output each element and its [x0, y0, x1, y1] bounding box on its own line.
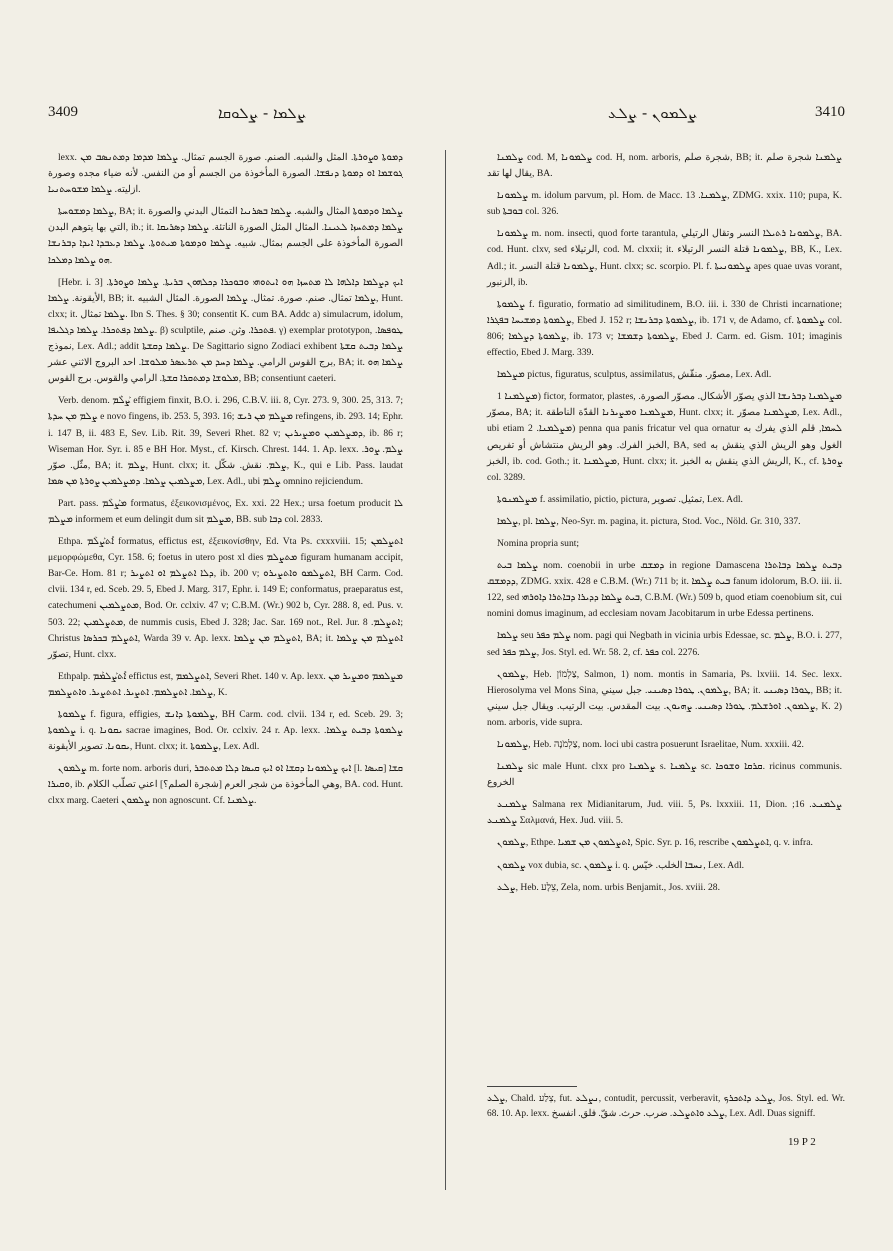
entry-paragraph: ܨܠܡܘܢܐ m. idolum parvum, pl. Hom. de Macc. ܨܠܡܢܐ. 13, ZDMG. xxix. 110; pupa, K. sub ܒܘܒܬܐ col. 326. [487, 190, 842, 218]
page-number-right: 3410 [815, 104, 845, 120]
footnote-entry: ܨܠܥ, Chald. צְלַע, fut. ܢܨܠܥ, contudit, percussit, verberavit, ܨܠܥ ܕܐܬܟܪܟ, Jos. Styl. ed. Wr. 68. 10. Ap. lexx. ܨܠܥ ܘܐܬܨܠܥ. ضرب. حرث. شقّ. فلق. انفسخ, Lex. Adl. Duas signiff. [487, 1094, 845, 1119]
entry-paragraph: ܨܠܡܘܬܐ f. figuratio, formatio ad similitudinem, B.O. iii. i. 330 de Christi incarnatione; ܨܠܡܘܬܐ ܕܡܫܝܚܐ ܒܦܓܪܐ, Ebed J. 152 r; ܨܠܡܘܬܐ ܕܒܪܢܫܐ, ib. 171 v, de Adamo, cf. ܨܠܡܘܬܐ col. 806; ܨܠܡܘܬܐ ܕܨܠܡܐ, ib. 173 v; ܨܠܡܘܬܐ ܕܫܡܫܐ, Ebed J. Carm. ed. Gism. 101; imaginis effectio, Ebed J. Marg. 339. [487, 298, 842, 359]
entry-paragraph: Ethpalp. ܐܶܬܨܰܠܡܰܡ effictus est, ܐܬܨܠܡܡ, Severi Rhet. 140 v. Ap. lexx. ܡܨܠܡܡ ܘܡܨܝܪ ܡܢ ܨܠܡܐ. ܐܬܨܠܡܡ. ܐܬܨܝܪ. ܐܬܬܨܝܪ. ܘܐܬܨܠܡܡ, K. [48, 670, 403, 698]
running-head-left: ܨܠܡܐ - ܨܠܘܩܐ [218, 104, 307, 122]
entry-paragraph: Part. pass. ܡܨܰܠܰܡ formatus, ἐξεικονισμένος, Ex. xxi. 22 Hex.; ursa foetum producit ܠܐ ܡܨܠܡ informem et eum delingit dum sit ܡܨܠܡ, BB. sub ܕܒܐ col. 2833. [48, 497, 403, 525]
entry-paragraph: ܨܠܡܢܐ sic male Hunt. clxx pro ܨܠܡܢܐ s. ܨܠܡܢܐ sc. ܩܪܩܐ ܘܫܘܟܐ. ricinus communis. الخروع [487, 761, 842, 789]
entry-paragraph: ܨܠܡܘܢ vox dubia, sc. ܨܠܡܘܢ i. q. ܢܚܒܐ الخلب. خيّس, Lex. Adl. [497, 859, 745, 871]
footnote-divider [487, 1086, 577, 1087]
page-header [48, 104, 845, 130]
entry-paragraph: ܡܨܠܡܢܘܬܐ f. assimilatio, pictio, pictura, تمثيل. تصوير, Lex. Adl. [497, 493, 743, 505]
entry-paragraph: ܨܠܡܐ ܒܝܬ nom. coenobii in urbe ܕܡܫܩ in regione Damascena ܕܒܝܬ ܨܠܡܐ ܕܒܐܬܪܐ ܕܕܡܫܩ, ZDMG. xxix. 428 e C.B.M. (Wr.) 711 b; it. ܒܝܬ ܨܠܡܐ fanum idolorum, B.O. iii. ii. 122, sed ܒܝܬ ܨܠܡܐ ܕܕܝܪܐ ܕܒܐܬܪܐ ܕܐܘܪܗܝ, C.B.M. (Wr.) 509 b, quod etiam coenobium sit, cui nomini domus imaginum, ad ecclesiam novam Jacobitarum in urbe Edessa pertinens. [487, 560, 843, 620]
entry-paragraph: ܨܠܡܘܬܐ f. figura, effigies, ܨܠܡܘܬܐ ܕܐܢܫ, BH Carm. cod. clvii. 134 r, ed. Sceb. 29. 3; ܨܠܡܘܬܐ i. q. ܝܩܘܢܐ sacrae imagines, Bod. Or. cclxiv. 24 r. Ap. lexx. ܨܠܡܘܬܐ ܕܒܝܬ ܨܠܡܐ. ܝܩܘܢܐ. تصوير الأيقونة, Hunt. clxx; it. ܨܠܡܘܬܐ, Lex. Adl. [48, 709, 403, 753]
entry-paragraph: ܡܨܠܡܐ pictus, figuratus, sculptus, assimilatus, مصوّر. منقّش, Lex. Adl. [497, 369, 772, 381]
entry-paragraph: Ethpa. ܐܶܬܨܰܠܰܡ formatus, effictus est, ἐξεικονίσθην, Ed. Vta Ps. cxxxviii. 15; ܐܬܨܠܡܢ μεμορφώμεθα, Cyr. 158. 6; foetus in utero post xl dies ܡܬܨܠܡ figuram humanam accipit, Bar-Ce. Hom. 81 r; ܕܠܐ ܐܬܨܠܡ ܐܘ ܐܬܨܝܪ, ib. 200 v; ܐܬܨܠܡܘ ܘܐܬܨܝܪܘ, BH Carm. Cod. clvii. 134 r, ed. Sceb. 29. 5, Ebed J. Marg. 317, Ephr. i. 149 E; conformatus, praeparatus est, catechumeni ܡܬܨܠܡܝܢ, Bod. Or. cclxiv. 47 v; C.B.M. (Wr.) 902 b, Cyr. 288. 8, ed. Pus. v. 503. 22; ܡܬܨܠܡܝܢ, de nummis cusis, Ebed J. 328; Jac. Sar. 169 not., Rel. Jur. ܐܬܨܠܡ. 8; Christus ܐܬܨܠܡ ܒܟܪܣܐ, Warda 39 v. Ap. lexx. ܐܬܨܠܡ ܡܢ ܨܠܡܐ, BA; it. ܐܬܨܠܡ ܡܢ ܨܠܡܐ تصوّر, Hunt. clxx. [48, 536, 404, 660]
printer-signature: 19 P 2 [788, 1136, 816, 1148]
entry-paragraph: ܨܠܡܐ seu ܨܠܡ ܟܦܪ nom. pagi qui Negbath in vicinia urbis Edessae, sc. ܨܠܡ, B.O. i. 277, sed ܨܠܡ ܟܦܪ, Jos. Styl. ed. Wr. 58. 2, cf. ܟܦܪ col. 2276. [487, 630, 842, 658]
column-divider [445, 150, 446, 1190]
entry-paragraph: ܨܠܡܢܥ Salmana rex Midianitarum, Jud. viii. 5, Ps. lxxxiii. 11, Dion. ܨܠܡܢܥ. 16; ܨܠܡܢܥ Σαλμανά, Hex. Jud. viii. 5. [487, 799, 842, 827]
right-column [487, 150, 842, 902]
entry-paragraph: ܨܠܡܘܢ, Ethpe. ܐܬܨܠܡܘܢ ܡܢ ܫܡܝܐ, Spic. Syr. p. 16, rescribe ܐܬܨܠܡܘܢ, q. v. infra. [497, 837, 813, 849]
page-number-left: 3409 [48, 104, 78, 120]
entry-paragraph: ܨܠܡܘܢ, Heb. צַלְמוֹן, Salmon, 1) nom. montis in Samaria, Ps. lxviii. 14. Sec. lexx. Hierosolyma vel Mons Sina, ܨܠܡܘܢ. ܛܘܪܐ ܕܣܝܢܝ. جبل سيني, BA; it. ܛܘܪܐ ܕܣܝܢܝ, BB; it. ܨܠܡܘܢ. ܐܘܪܫܠܡ. ܛܘܪܐ ܕܣܝܢܝ. ܨܗܝܘܢ. بيت المقدس. بيت الرتيب. ويقال جبل سيني, K. 2) nom. arboris, vide supra. [487, 668, 843, 728]
entry-paragraph: ܨܠܡܐ, pl. ܨܠܡܐ, Neo-Syr. m. pagina, it. pictura, Stod. Voc., Nöld. Gr. 310, 337. [497, 515, 801, 527]
entry-paragraph: [Hebr. i. 3] ܐܝܟ ܕܨܠܡܐ ܕܐܠܗܐ ܠܐ ܡܬܚܙܐ ܗܘ ܐܝܬܘܗܝ ܘܒܘܟܪܐ ܕܟܠܗܘܢ ܒܪܝܬܐ. ܨܠܡܐ ܘܨܘܪܬܐ. الأيقونة. ܨܠܡܐ, BB; it. ܨܠܡܐ تمثال. صنم. صورة. تمثال. ܨܠܡܐ الصورة. المثال الشبيه, Hunt. clxx; it. ܨܠܡܐ تمثال. Ibn S. Thes. § 30; consentit K. cum BA. Addc a) simulacrum, idolum, ܨܠܡܐ ܕܦܬܟܪܐ. ܨܠܡܐ ܕܓܠܝܦܐ. β) sculptile, ܦܬܟܪܐ. وثن. صنم. γ) exemplar prototypon, ܛܘܦܣܐ. نموذج, Lex. Adl.; addit ܨܠܡܐ ܕܩܫܬܐ. De Sagittario signo Zodiaci exhibent ܨܠܡܐ ܕܒܝܬ ܩܫܬܐ برج القوس الرامي. ܨܠܡܐ ܕܚܕ ܡܢ ܬܪܥܣܪ ܡܠܘܫܐ. احد البروج الاثني عشر, BA; it. ܨܠܡܐ ܗܘ ܡܠܘܫܐ ܕܡܬܩܪܐ ܩܫܬܐ. الرامي والقوس. برج القوس, BB; consentiunt caeteri. [48, 276, 403, 385]
entry-paragraph: Verb. denom. ܨܰܠܶܡ effigiem finxit, B.O. i. 296, C.B.V. iii. 8, Cyr. 273. 9, 300. 25, 313. 7; ܨܠܡ ܡܢ ܚܕܬܐ e novo fingens, ib. 253. 5, 393. 16; ܡܨܠܡ ܡܢ ܪܝܫ refingens, ib. 293. 14; Ephr. i. 147 B, ii. 483 E, Sev. Lib. Rit. 39, Severi Rhet. 82 v; ܕܡܨܠܡܝܢ ܘܡܨܝܪܝܢ, ib. 86 r; Wiseman Hor. Syr. i. 85 e BH Hor. Myst., cf. Kirsch. Chrest. 144. 1. Ap. lexx. ܨܠܡ. ܨܘܪ. مثّل. صوّر, BA; it. ܨܠܡ, Hunt. clxx; it. ܨܠܡ. نقش. شكّل, K., qui e Lib. Pass. laudat ܡܨܠܡܝܢ ܨܠܡܐ. ܕܡܨܠܡܝܢ ܨܘܪܬܐ ܡܢ ܣܡܐ, Lex. Adl., ubi ܨܠܡ omnino rejiciendum. [48, 395, 404, 487]
left-column [48, 150, 403, 816]
entry-paragraph: ܨܠܥ, Heb. צֵלָע, Zela, nom. urbis Benjamit., Jos. xviii. 28. [497, 881, 721, 893]
entry-paragraph: ܡܨܠܡܢܐ 1) fictor, formator, plastes, ܡܨܠܡܢܐ ܕܒܪܢܫܐ الذي يصوّر الأشكال. مصوّر الصورة. مصوّر, BA; it. ܡܨܠܡܢܐ ܘܡܨܝܪܢܐ القدّة الناطقة, Hunt. clxx; it. ܡܨܠܡܢܐ مصوّر, Lex. Adl., ubi etiam ܡܨܠܡܢܐ. 2) penna qua panis fricatur vel qua ornatur ܠܚܡܐ, قلم الذي يفرك به الخبز الفرك. وهو الريش منتشاش أو تفريص, BA, sed الغول وهو الريش الذي ينقش به الخبز, ib. cod. Goth.; it. ܡܨܠܡܢܐ, Hunt. clxx; it. الريش الذي ينقش به الخبز, K., cf. ܨܘܪܬܐ col. 3289. [487, 391, 843, 483]
entry-paragraph: ܨܠܡܘܢܐ, Heb. צַלְמֹנָה, nom. loci ubi castra posuerunt Israelitae, Num. xxxiii. 42. [497, 739, 804, 750]
entry-paragraph: ܨܠܡܘܢ m. forte nom. arboris duri, ܐܝܟ ܨܠܡܘܢܐ ܕܩܫܐ ܐܘ ܐܝܟ ܩܝܣܐ ܕܠܐ ܡܬܬܒܪ [l. ܩܝܣܐ] ܩܫܐ ܘܩܝܪܐ, ib. وهي المأخوذة من شجر العرم [شجرة الصلم؟] اعني تصلّب الكلام, BA. cod. Hunt. clxx marg. Caeteri ܨܠܡܘܢ non agnoscunt. Cf. ܨܠܡܢܐ. [48, 763, 404, 807]
entry-paragraph: ܨܠܡܐ ܕܡܫܘܚܬܐ, BA; it. ܨܠܡܐ ܘܕܡܘܬܐ المثال والشبه. ܨܠܡܐ ܒܣܪܢܝܐ التمثال البدني والصورة التي بها يتوهم البدن, ib.; it. ܨܠܡܐ ܕܡܬܚܙܐ ܠܥܝܢܐ. المثال المثل الصورة الناتئة. ܨܠܡܐ ܕܣܪܝܩܐ الصورة المأخوذة على الجسم بمثال. شبيه. ܨܠܡܐ ܘܕܡܘܬܐ ܡܝܬܘܬܐ. ܨܠܡܐ ܕܥܒܕܐ ܐܝܕܐ ܕܒܪܢܫܐ ܗܘ ܨܠܡܐ ܕܡܠܟܐ. [48, 206, 404, 266]
entry-paragraph: lexx. ܕܡܘܬܐ ܘܨܘܪܬܐ. المثل والشبه. الصنم. صورة الجسم تمثال. ܨܠܡܐ ܡܕܡܐ ܕܡܬܢܣܒ ܡܢ ܓܘܫܡܐ ܐܘ ܕܡܘܬܐ ܕܢܦܫܐ. الصورة المأخوذة من الجسم أو من النفس. لأنه ضياء مجده وصورة ازليته. ܨܠܡܐ ܡܫܘܚܬܢܝܐ. [48, 152, 403, 196]
entry-paragraph: Nomina propria sunt; [497, 537, 580, 549]
running-head-right: ܨܠܡܘܢ - ܨܠܥ [608, 104, 698, 122]
entry-paragraph: ܨܠܡܢܐ cod. M, ܨܠܡܘܢܐ cod. H, nom. arboris, شجرة صلم, BB; it. ܨܠܡܢܐ شجرة صلم يقال لها تقد, BA. [487, 152, 842, 180]
entry-paragraph: ܨܠܡܘܢܐ m. nom. insecti, quod forte tarantula, ܨܠܡܘܢܐ ܪܬܝܠܐ النسر وتقال الرتيلي, BA. cod. Hunt. clxv, sed الرتيلاء, cod. M. clxxii; it. ܨܠܡܘܢܐ قتلة النسر الرتيلاء, BB, K., Lex. Adl.; it. ܨܠܡܘܢܐ قتلة النسر, Hunt. clxx; sc. scorpio. Pl. f. ܨܠܡܘܢܝܬܐ apes quae uvas vorant, الزنبور, ib. [487, 228, 843, 288]
